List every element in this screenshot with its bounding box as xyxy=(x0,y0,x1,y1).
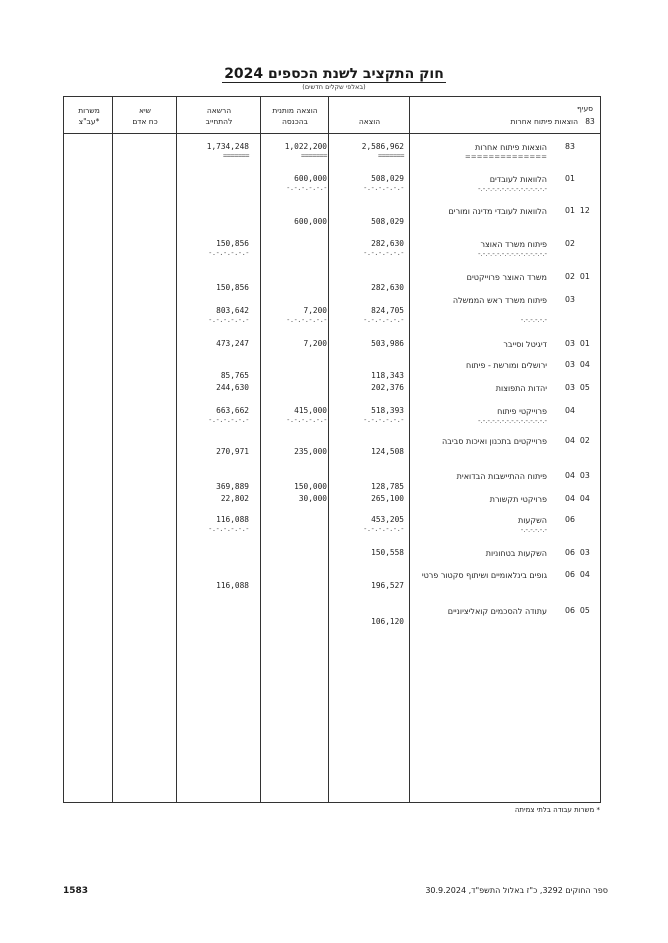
row-commitment: 150,856 xyxy=(216,239,249,248)
row-label-underline: -.-.-.-.-.- xyxy=(520,526,547,534)
row-expense: 265,100 xyxy=(371,494,404,503)
row-code: 03 05 xyxy=(565,383,590,392)
row-label: פיתוח משרד ראש הממשלה xyxy=(452,296,547,305)
row-code: 03 04 xyxy=(565,360,590,369)
row-expense: 508,029 xyxy=(371,217,404,226)
page-title: חוק התקציב לשנת הכספים 2024 xyxy=(224,66,444,82)
row-label: דיגיטל וסייבר xyxy=(503,340,547,349)
row-code: 83 xyxy=(565,142,575,151)
row-label-underline: ============== xyxy=(464,153,547,161)
row-code: 02 xyxy=(565,239,575,248)
row-commitment: 85,765 xyxy=(220,371,249,380)
row-code: 06 03 xyxy=(565,548,590,557)
row-label: פיתוח משרד האוצר xyxy=(480,240,547,249)
row-code: 04 xyxy=(565,406,575,415)
row-code: 06 xyxy=(565,515,575,524)
row-expense: 282,630 xyxy=(371,239,404,248)
row-commitment: 116,088 xyxy=(216,581,249,590)
row-expense: 508,029 xyxy=(371,174,404,183)
row-code: 06 05 xyxy=(565,606,590,615)
row-expense: 282,630 xyxy=(371,283,404,292)
row-label: עתודה להסכמים קואליציוניים xyxy=(447,607,547,616)
row-code: 01 12 xyxy=(565,206,590,215)
header-section-name: הוצאות פיתוח אחרות xyxy=(510,117,578,126)
row-code: 04 02 xyxy=(565,436,590,445)
row-expense-underline: -.-.-.-.-.- xyxy=(363,525,404,533)
row-conditional: 7,200 xyxy=(303,339,327,348)
row-conditional-underline: ======= xyxy=(300,152,327,160)
row-conditional: 7,200 xyxy=(303,306,327,315)
row-expense: 106,120 xyxy=(371,617,404,626)
row-label: פרויקטי תקשורת xyxy=(489,495,547,504)
header-section-code: 83 xyxy=(585,117,595,126)
header-manpower: שיא כח אדם xyxy=(132,106,158,126)
page-subtitle: (באלפי שקלים חדשים) xyxy=(302,83,366,91)
row-expense: 503,986 xyxy=(371,339,404,348)
row-expense: 202,376 xyxy=(371,383,404,392)
row-expense: 150,558 xyxy=(371,548,404,557)
row-label: פרוייקטי פיתוח xyxy=(497,407,547,416)
row-label: יהדות התפוצות xyxy=(495,384,547,393)
row-expense-underline: ======= xyxy=(377,152,404,160)
row-commitment-underline: -.-.-.-.-.- xyxy=(208,525,249,533)
row-expense: 128,785 xyxy=(371,482,404,491)
row-code: 03 01 xyxy=(565,339,590,348)
row-label: פיתוח ההתיישבות הבדואית xyxy=(456,472,547,481)
row-expense: 124,508 xyxy=(371,447,404,456)
row-conditional: 235,000 xyxy=(294,447,327,456)
row-label-underline: -.-.-.-.-.-.-.-.-.-.-.-.-.-.- xyxy=(477,185,547,193)
row-commitment: 473,247 xyxy=(216,339,249,348)
header-commitment: הרשאה להתחייב xyxy=(205,106,233,126)
row-expense-underline: -.-.-.-.-.- xyxy=(363,316,404,324)
page-number: 1583 xyxy=(63,886,89,896)
row-expense-underline: -.-.-.-.-.- xyxy=(363,184,404,192)
row-commitment: 244,630 xyxy=(216,383,249,392)
row-expense: 118,343 xyxy=(371,371,404,380)
row-conditional-underline: -.-.-.-.-.- xyxy=(286,184,327,192)
row-code: 03 xyxy=(565,295,575,304)
row-conditional: 150,000 xyxy=(294,482,327,491)
row-conditional-underline: -.-.-.-.-.- xyxy=(286,416,327,424)
row-expense-underline: -.-.-.-.-.- xyxy=(363,249,404,257)
row-commitment: 369,889 xyxy=(216,482,249,491)
row-commitment-underline: ======= xyxy=(222,152,249,160)
row-conditional: 30,000 xyxy=(298,494,327,503)
row-commitment-underline: -.-.-.-.-.- xyxy=(208,416,249,424)
row-commitment-underline: -.-.-.-.-.- xyxy=(208,249,249,257)
row-label: משרד האוצר פרוייקטים xyxy=(466,273,547,282)
row-commitment: 1,734,248 xyxy=(206,142,249,151)
row-expense-underline: -.-.-.-.-.- xyxy=(363,416,404,424)
row-label: גופים בינלאומיים ושיתוף סקטור פרטי xyxy=(421,571,547,580)
row-label: הלוואות לעובדים xyxy=(489,175,547,184)
row-label-underline: -.-.-.-.-.- xyxy=(520,316,547,324)
row-label: השקעות xyxy=(517,516,547,525)
row-label: פרוייקטים בתכנון ואיכות סביבה xyxy=(442,437,547,446)
row-label-underline: -.-.-.-.-.-.-.-.-.-.-.-.-.-.- xyxy=(477,250,547,258)
row-code: 04 03 xyxy=(565,471,590,480)
footnote: * משרות עבודה בלתי צמיתה xyxy=(514,806,600,814)
row-label-underline: -.-.-.-.-.-.-.-.-.-.-.-.-.-.- xyxy=(477,417,547,425)
row-conditional: 415,000 xyxy=(294,406,327,415)
row-commitment: 270,971 xyxy=(216,447,249,456)
row-code: 02 01 xyxy=(565,272,590,281)
row-conditional-underline: -.-.-.-.-.- xyxy=(286,316,327,324)
row-label: השקעות בטחוניות xyxy=(485,549,547,558)
row-commitment: 116,088 xyxy=(216,515,249,524)
header-section-title: סעיף xyxy=(576,104,594,113)
row-conditional: 600,000 xyxy=(294,174,327,183)
row-commitment: 150,856 xyxy=(216,283,249,292)
row-code: 04 04 xyxy=(565,494,590,503)
row-expense: 453,205 xyxy=(371,515,404,524)
header-conditional: הוצאה מותנית בהכנסה xyxy=(272,106,318,126)
budget-table xyxy=(63,96,601,803)
row-code: 06 04 xyxy=(565,570,590,579)
row-conditional: 600,000 xyxy=(294,217,327,226)
row-expense: 518,393 xyxy=(371,406,404,415)
row-conditional: 1,022,200 xyxy=(284,142,327,151)
row-expense: 2,586,962 xyxy=(361,142,404,151)
row-code: 01 xyxy=(565,174,575,183)
row-label: ירושלים ומורשת - פיתוח xyxy=(466,361,547,370)
row-commitment: 663,662 xyxy=(216,406,249,415)
header-expense: הוצאה xyxy=(358,117,381,126)
row-commitment-underline: -.-.-.-.-.- xyxy=(208,316,249,324)
row-expense: 824,705 xyxy=(371,306,404,315)
row-label: הוצאות פיתוח אחרות xyxy=(475,143,547,152)
row-commitment: 22,802 xyxy=(220,494,249,503)
row-commitment: 803,642 xyxy=(216,306,249,315)
row-label: הלוואות לעובדי מדינה ומורים xyxy=(448,207,547,216)
publication-source: ספר החוקים 3292, כ"ז באלול התשפ"ד, 30.9.2024 xyxy=(425,886,608,895)
header-staff: משרות עב"צ* xyxy=(78,106,100,126)
row-expense: 196,527 xyxy=(371,581,404,590)
